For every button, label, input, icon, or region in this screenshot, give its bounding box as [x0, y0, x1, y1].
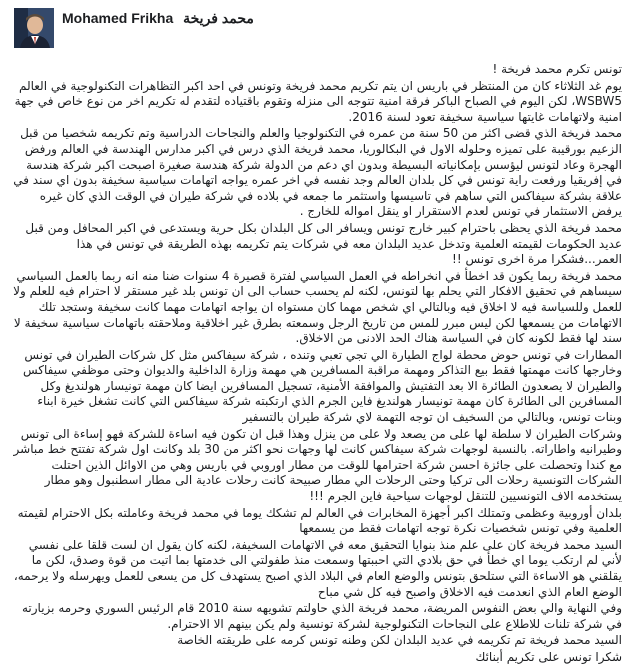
post-paragraph: شكرا تونس على تكريم أبنائك [475, 649, 622, 664]
post-paragraph: السيد محمد فريخة كان على علم منذ بنوايا التحقيق معه في الاتهامات السخيفة، لكنه كان يقول ان لست قلقا على نفسي لأني لم ارتكب يوما اي خطأ في حق بلادي التي احببتها وسمعت منذ طفولتي الى خدمتها بما اتيت من قوة وصدق، لكن ما يقلقني هو الاساءة التي ستلحق بتونس والوضع العام في البلاد الذي اصبح يستهدف كل من يسعى للعمل ويهرسله ولا يرحمه، الوضع العام الذي انعدمت فيه الاخلاق واصبح فيه كل شي مباح [13, 537, 622, 599]
author-name-latin: Mohamed Frikha [62, 10, 174, 26]
post-paragraph: محمد فريخة الذي يحظى باحترام كبير خارج تونس ويسافر الى كل البلدان بكل حرية ويستدعى في اكبر المحافل ومن قبل عديد الحكومات لقيمته العلمية وتدخل عديد البلدان معه في شركات يتم تكريمه بهذه الطريقة في تونس في هذا العمر...فشكرا مرة اخرى تونس !! [25, 220, 622, 267]
post-paragraph: بلدان أوروبية وعظمى وتمتلك اكبر أجهزة المخابرات في العالم لم تشكك يوما في محمد فريخة وعاملته بكل الاحترام لقيمته العلمية وفي تونس شخصيات نكرة توجه اتهامات فقط من يسمعها [17, 505, 622, 536]
post-paragraph: محمد فريخة الذي قضى اكثر من 50 سنة من عمره في التكنولوجيا والعلم والنجاحات الدراسية وتم تكريمه شخصيا من قبل الزعيم بورقيبة على تميزه وحلوله الاول في البكالوريا، محمد فريخة الذي درس في اكبر مدارس الهندسة في العالم ورفض الهجرة وعاد لتونس ليؤسس بإمكانياته البسيطة وبدون اي دعم من الدولة شركة هندسة صغيرة اصبحت اكبر شركة هندسة في إفريقيا ورفعت راية تونس في كل بلدان العالم وجد نفسه في اخر عمره يواجه اتهامات سياسية سخيفة بدون اي سند في علاقة بشركة سيفاكس التي ساهم في تاسيسها واستثمر ما جمعه في بلاده في شركة طيران في الوقت الذي كان غيره يرفض الاستثمار في تونس لعدم الاستقرار او ينقل امواله للخارج . [13, 126, 622, 219]
post-paragraph: تونس تكرم محمد فريخة ! [492, 62, 622, 76]
profile-photo-icon [14, 8, 54, 48]
post-paragraph: السيد محمد فريخة تم تكريمه في عديد البلدان لكن وطنه تونس كرمه على طريقته الخاصة [177, 633, 622, 648]
author-name-arabic: محمد فريخة [183, 10, 254, 26]
avatar[interactable] [14, 8, 54, 48]
post-paragraph: وشركات الطيران لا سلطة لها على من يصعد ولا على من ينزل وهذا قبل ان تكون فيه اساءة للشركة فهو إساءة الى تونس وطيرانيه واطاراته. بالنسبة لوجهات شركة سيفاكس كانت لها وجهات نحو اكثر من 30 بلد وكانت اول شركة تفتتح خط مباشر مع كندا وتحصلت على جائزة احسن شركة احترامها للوقت من مطار اوروبي في باريس وهي من الاوائل الذين احتلت الشركات التونسية رحلات الى تركيا وحتى الرحلات الي مطار صبيحة كانت رحلات عادية الى مطار اسطنبول وهو مطار يستخدمه الاف التونسيين للتنقل لوجهات سياحية فاين الجرم !!! [13, 426, 622, 504]
post-header [0, 0, 630, 58]
post-paragraph: يوم غد الثلاثاء كان من المنتظر في باريس ان يتم تكريم محمد فريخة وتونس في احد اكبر التظاهرات التكنولوجية في العالم WSBW5، لكن اليوم في الصباح الباكر فرقة امنية تتوجه الى منزله وتقوم باقتياده لتقدم له تكريم اخر من نوع خاص في جهة امنية ولاتهامات غايتها سياسية سخيفة تعود لسنة 2016. [14, 78, 622, 124]
post-paragraph: المطارات في تونس حوض محطة لواج الطيارة الي تجي تعبي وتنده ، شركة سيفاكس مثل كل شركات الطيران في تونس وخارجها كانت مهمتها فقط بيع التذاكر ومهمة مراقبة المسافرين هي مهمة وزارة الداخلية والديوان وحتى موظفي سيفاكس والطيران لا يصعدون الطائرة الا بعد التفتيش والموافقة الأمنية، تسجيل المسافرين ايضا كان مهمة تونيسار هولنديغ وكل المسافرين الى الطائرة كان مهمة تونيسار هولنديغ فاين الجرم الذي ارتكبته شركة سيفاكس التي كانت تشغل خيرة ابناء وبنات تونس، وبالتالي من السخيف ان توجه التهمة لاي شركة طيران بالتسفير [22, 347, 622, 425]
post-body [10, 62, 622, 664]
post-paragraph: وفي النهاية والي بعض النفوس المريضة، محمد فريخة الذي حاولتم تشويهه سنة 2010 قام الرئيس السوري وحرمه بزيارته في شركة تلنات للاطلاع على النجاحات التكنولوجية لشركة تونسية ولم يكن بينهم الا الاحترام. [21, 601, 622, 631]
author-name[interactable] [62, 10, 260, 27]
post-paragraph: محمد فريخة ربما يكون قد اخطأ في انخراطه في العمل السياسي لفترة قصيرة 4 سنوات ضنا منه انه ربما بالعمل السياسي سيساهم في تحقيق الافكار التي يحلم بها لتونس، لكنه لم يحسب حساب الى ان تونس بلد غير مستقر لا احترام فيه للعلم ولا للعمل وللسياسة فيه لا اخلاق فيه وبالتالي اي شخص مهما كان مستواه ان يواجه اتهامات مهما كانت سخيفة وستجد تلك الاتهامات من يسمعها لكن ليس مبرر للمس من تاريخ الرجل وسمعته بطرق غير اخلاقية وملاحقته باتهامات سياسية سخيفة لا سند لها فقط لكونه كان في السياسة هناك الحد الادنى من الاخلاق. [13, 268, 622, 346]
